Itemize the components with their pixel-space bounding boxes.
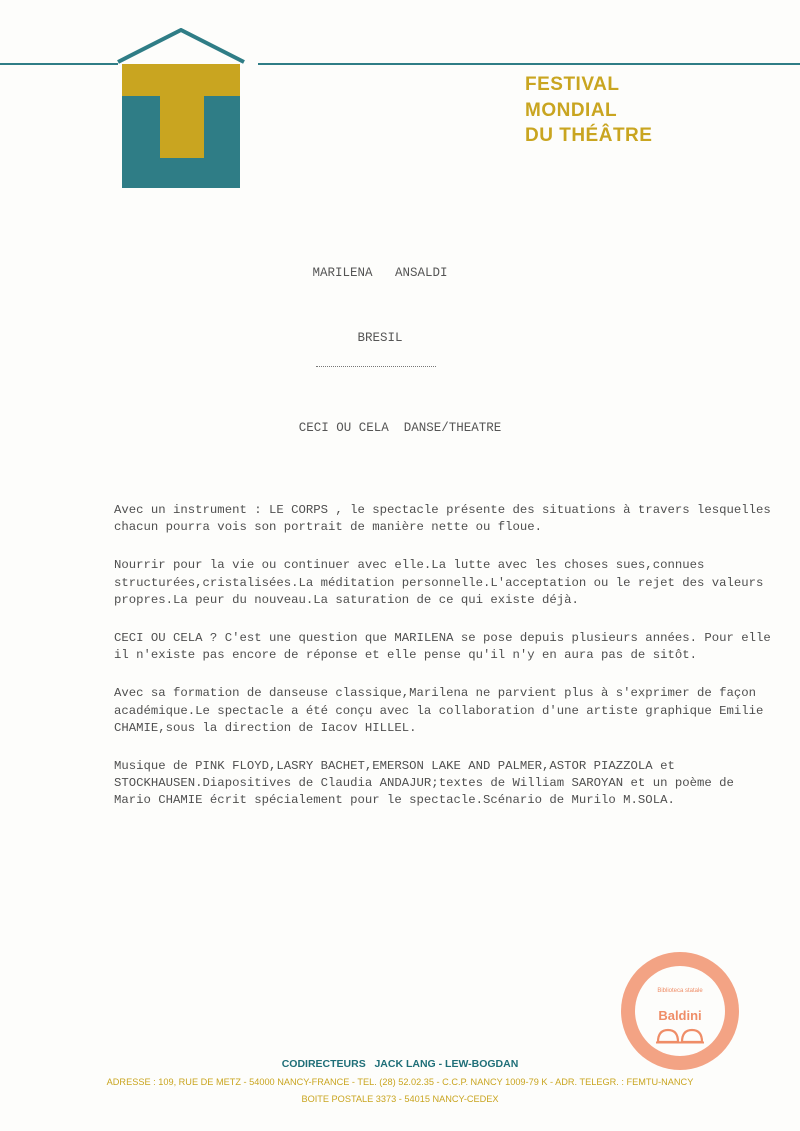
separator-line xyxy=(316,366,436,367)
open-book-icon xyxy=(656,1026,704,1044)
postbox-line: BOITE POSTALE 3373 - 54015 NANCY-CEDEX xyxy=(301,1094,499,1104)
artist-name: MARILENA ANSALDI xyxy=(312,266,448,280)
stamp-name: Baldini xyxy=(658,1008,702,1023)
stamp-top-text: Biblioteca statale xyxy=(657,988,703,994)
festival-line: MONDIAL xyxy=(525,99,618,121)
festival-logo xyxy=(116,28,246,190)
paragraph: CECI OU CELA ? C'est une question que MARILENA se pose depuis plusieurs années. Pour elle il n'existe pas encore de réponse et elle pense qu'il n'y en aura pas de sitôt. xyxy=(114,631,771,663)
codirectors-line: CODIRECTEURS JACK LANG - LEW-BOGDAN xyxy=(281,1058,519,1070)
show-title: CECI OU CELA DANSE/THEATRE xyxy=(298,421,502,435)
festival-name xyxy=(525,72,652,149)
paragraph: Avec sa formation de danseuse classique,Marilena ne parvient plus à s'exprimer de façon académique.Le spectacle a été conçu avec la collaboration d'une artiste graphique Emilie CHAMIE,sous la direction de Iacov HILLEL. xyxy=(114,686,764,735)
library-stamp xyxy=(621,952,739,1070)
paragraph: Musique de PINK FLOYD,LASRY BACHET,EMERSON LAKE AND PALMER,ASTOR PIAZZOLA et STOCKHAUSEN.Diapositives de Claudia ANDAJUR;textes de William SAROYAN et un poème de Mario CHAMIE écrit spécialement pour le spectacle.Scénario de Murilo M.SOLA. xyxy=(114,759,734,808)
header-rule-left xyxy=(0,63,118,65)
festival-line: DU THÉÂTRE xyxy=(525,125,653,146)
body-text xyxy=(114,502,774,831)
paragraph: Avec un instrument : LE CORPS , le spectacle présente des situations à travers lesquelles chacun pourra vois son portrait de manière nette ou floue. xyxy=(114,503,771,535)
festival-line: FESTIVAL xyxy=(525,74,620,95)
stamp-inner xyxy=(635,966,725,1056)
header-rule-right xyxy=(258,63,800,65)
paragraph: Nourrir pour la vie ou continuer avec elle.La lutte avec les choses sues,connues structurées,cristalisées.La méditation personnelle.L'acceptation ou le rejet des valeurs propres.La peur du nouveau.La saturation de ce qui existe déjà. xyxy=(114,558,764,607)
address-line: ADRESSE : 109, RUE DE METZ - 54000 NANCY-FRANCE - TEL. (28) 52.02.35 - C.C.P. NANCY 1009-79 K - ADR. TELEGR. : FEMTU-NANCY xyxy=(106,1077,694,1087)
country: BRESIL xyxy=(357,331,403,345)
